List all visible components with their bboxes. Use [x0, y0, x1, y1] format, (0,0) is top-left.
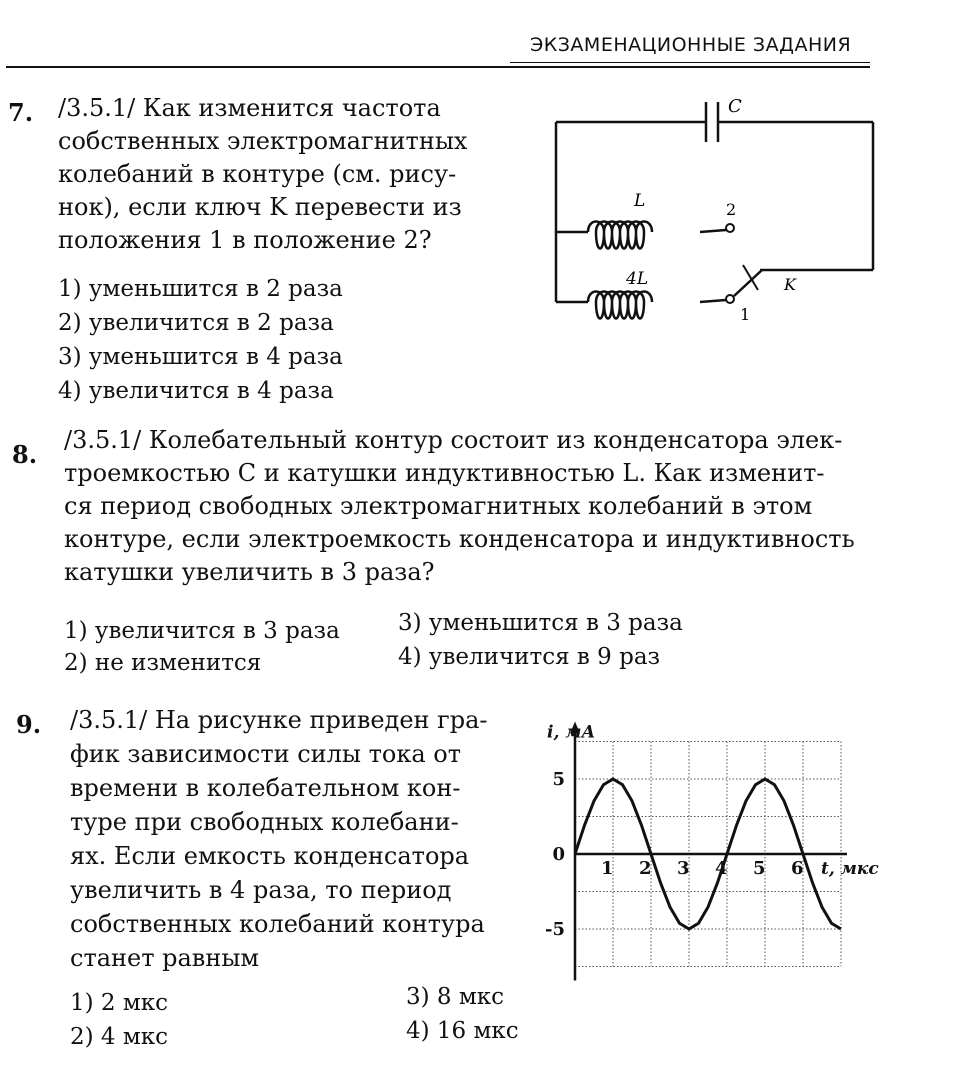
- q9-line: /3.5.1/ На рисунке приведен гра-: [70, 706, 488, 734]
- y-tick-label: 0: [552, 844, 565, 865]
- q9-option-2[interactable]: 2) 4 мкс: [70, 1024, 169, 1050]
- q7-option-1[interactable]: 1) уменьшится в 2 раза: [58, 276, 343, 302]
- x-axis-label: t, мкс: [821, 859, 879, 879]
- q9-option-1[interactable]: 1) 2 мкс: [70, 990, 169, 1016]
- q9-line: станет равным: [70, 944, 260, 972]
- x-tick-label: 1: [601, 858, 614, 879]
- q7-line: нок), если ключ K перевести из: [58, 193, 462, 221]
- q7-text: [58, 92, 467, 257]
- q7-line: /3.5.1/ Как изменится частота: [58, 94, 441, 122]
- q7-number: 7.: [8, 98, 34, 127]
- q7-option-4[interactable]: 4) увеличится в 4 раза: [58, 378, 334, 404]
- circuit-diagram: [540, 90, 885, 340]
- q9-text: [70, 703, 488, 975]
- q7-option-3[interactable]: 3) уменьшится в 4 раза: [58, 344, 343, 370]
- circuit-label-c: C: [728, 96, 742, 117]
- x-tick-label: 3: [677, 858, 690, 879]
- circuit-label-4l: 4L: [626, 269, 649, 289]
- q8-option-4[interactable]: 4) увеличится в 9 раз: [398, 644, 661, 670]
- y-tick-label: 5: [552, 769, 565, 790]
- q9-number: 9.: [16, 710, 42, 739]
- q9-line: собственных колебаний контура: [70, 910, 485, 938]
- header-divider: [6, 66, 870, 68]
- q8-line: катушки увеличить в 3 раза?: [64, 558, 435, 586]
- q8-option-3[interactable]: 3) уменьшится в 3 раза: [398, 610, 683, 636]
- y-axis-label: i, мА: [547, 722, 596, 743]
- q7-line: собственных электромагнитных: [58, 127, 468, 155]
- q9-option-4[interactable]: 4) 16 мкс: [406, 1018, 519, 1044]
- page-header-title: ЭКЗАМЕНАЦИОННЫЕ ЗАДАНИЯ: [530, 34, 852, 56]
- q7-line: положения 1 в положение 2?: [58, 226, 432, 254]
- current-time-chart: [530, 696, 900, 996]
- q9-option-3[interactable]: 3) 8 мкс: [406, 984, 505, 1010]
- x-tick-label: 5: [753, 858, 766, 879]
- q8-option-1[interactable]: 1) увеличится в 3 раза: [64, 618, 340, 644]
- q9-line: туре при свободных колебани-: [70, 808, 459, 836]
- x-tick-label: 4: [715, 858, 728, 879]
- circuit-label-pos2: 2: [726, 200, 737, 219]
- q9-line: увеличить в 4 раза, то период: [70, 876, 452, 904]
- q8-line: ся период свободных электромагнитных колебаний в этом: [64, 492, 813, 520]
- y-tick-label: -5: [545, 919, 565, 940]
- header-rule: [510, 62, 870, 63]
- circuit-label-key: K: [784, 275, 796, 294]
- q8-number: 8.: [12, 440, 38, 469]
- q7-line: колебаний в контуре (см. рису-: [58, 160, 457, 188]
- q8-line: троемкостью C и катушки индуктивностью L. Как изменит-: [64, 459, 825, 487]
- q8-text: [64, 424, 855, 589]
- circuit-label-l: L: [634, 191, 646, 211]
- q9-line: фик зависимости силы тока от: [70, 740, 462, 768]
- q8-line: /3.5.1/ Колебательный контур состоит из конденсатора элек-: [64, 426, 843, 454]
- x-tick-label: 6: [791, 858, 804, 879]
- q8-line: контуре, если электроемкость конденсатора и индуктивность: [64, 525, 855, 553]
- q9-line: ях. Если емкость конденсатора: [70, 842, 470, 870]
- q8-option-2[interactable]: 2) не изменится: [64, 650, 262, 676]
- q9-line: времени в колебательном кон-: [70, 774, 461, 802]
- x-tick-label: 2: [639, 858, 652, 879]
- q7-option-2[interactable]: 2) увеличится в 2 раза: [58, 310, 334, 336]
- circuit-label-pos1: 1: [740, 305, 751, 324]
